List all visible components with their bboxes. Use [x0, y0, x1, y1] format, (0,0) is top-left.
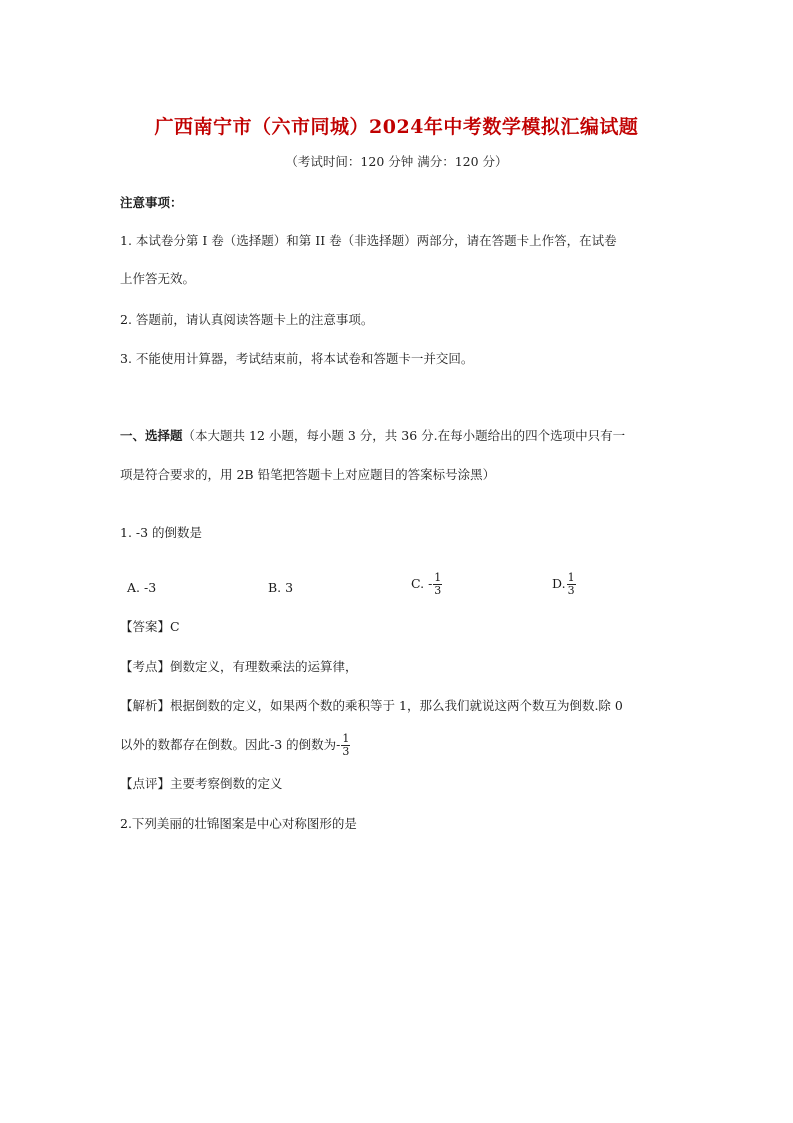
option-c-numerator: 1	[434, 571, 442, 584]
jiexi-numerator: 1	[342, 732, 350, 745]
kaodian-text: 倒数定义，有理数乘法的运算律，	[170, 659, 358, 674]
kaodian-label: 【考点】	[120, 659, 171, 674]
answer-value: C	[170, 619, 180, 634]
page-title: 广西南宁市（六市同城）2024年中考数学模拟汇编试题	[154, 116, 639, 138]
option-d-numerator: 1	[567, 571, 575, 584]
note-item-1-line-1: 1. 本试卷分第 I 卷（选择题）和第 II 卷（非选择题）两部分，请在答题卡上作答，在试卷	[120, 233, 617, 248]
jiexi-label: 【解析】	[120, 698, 171, 713]
section-1-intro-line-1	[120, 428, 625, 444]
question-1-option-b: B. 3	[268, 580, 294, 595]
question-1-kaodian	[120, 659, 358, 675]
option-d-fraction	[567, 572, 576, 597]
note-item-3: 3. 不能使用计算器，考试结束前，将本试卷和答题卡一并交回。	[120, 351, 474, 366]
question-1-option-d	[552, 572, 576, 597]
jiexi-fraction	[341, 733, 350, 758]
note-item-1-line-2: 上作答无效。	[120, 271, 196, 286]
question-1-stem: 1. -3 的倒数是	[120, 525, 203, 540]
option-c-fraction	[433, 572, 442, 597]
jiexi-text-1: 根据倒数的定义，如果两个数的乘积等于 1，那么我们就说这两个数互为倒数.除 0	[170, 698, 623, 713]
exam-info: （考试时间：120 分钟 满分：120 分）	[285, 154, 508, 169]
option-c-label: C. -	[411, 576, 433, 591]
dianping-text: 主要考察倒数的定义	[170, 776, 283, 791]
option-d-label: D.	[552, 576, 566, 591]
option-c-denominator: 3	[434, 584, 442, 597]
question-1-option-c	[411, 572, 442, 597]
dianping-label: 【点评】	[120, 776, 171, 791]
question-1-dianping	[120, 776, 283, 792]
note-item-2: 2. 答题前，请认真阅读答题卡上的注意事项。	[120, 312, 374, 327]
question-2-stem: 2.下列美丽的壮锦图案是中心对称图形的是	[120, 816, 357, 831]
section-1-heading: 一、选择题	[120, 428, 183, 443]
section-1-desc-line-2: 项是符合要求的，用 2B 铅笔把答题卡上对应题目的答案标号涂黑）	[120, 467, 496, 482]
notes-heading: 注意事项：	[120, 195, 183, 210]
answer-label: 【答案】	[120, 619, 171, 634]
option-d-denominator: 3	[567, 584, 575, 597]
question-1-jiexi-line-2	[120, 733, 350, 758]
jiexi-denominator: 3	[342, 745, 350, 758]
question-1-jiexi-line-1	[120, 698, 623, 714]
question-1-answer	[120, 619, 180, 635]
jiexi-text-2: 以外的数都存在倒数。因此-3 的倒数为-	[120, 737, 341, 752]
question-1-option-a: A. -3	[127, 580, 157, 595]
section-1-desc-line-1: （本大题共 12 小题，每小题 3 分，共 36 分.在每小题给出的四个选项中只有一	[182, 428, 626, 443]
